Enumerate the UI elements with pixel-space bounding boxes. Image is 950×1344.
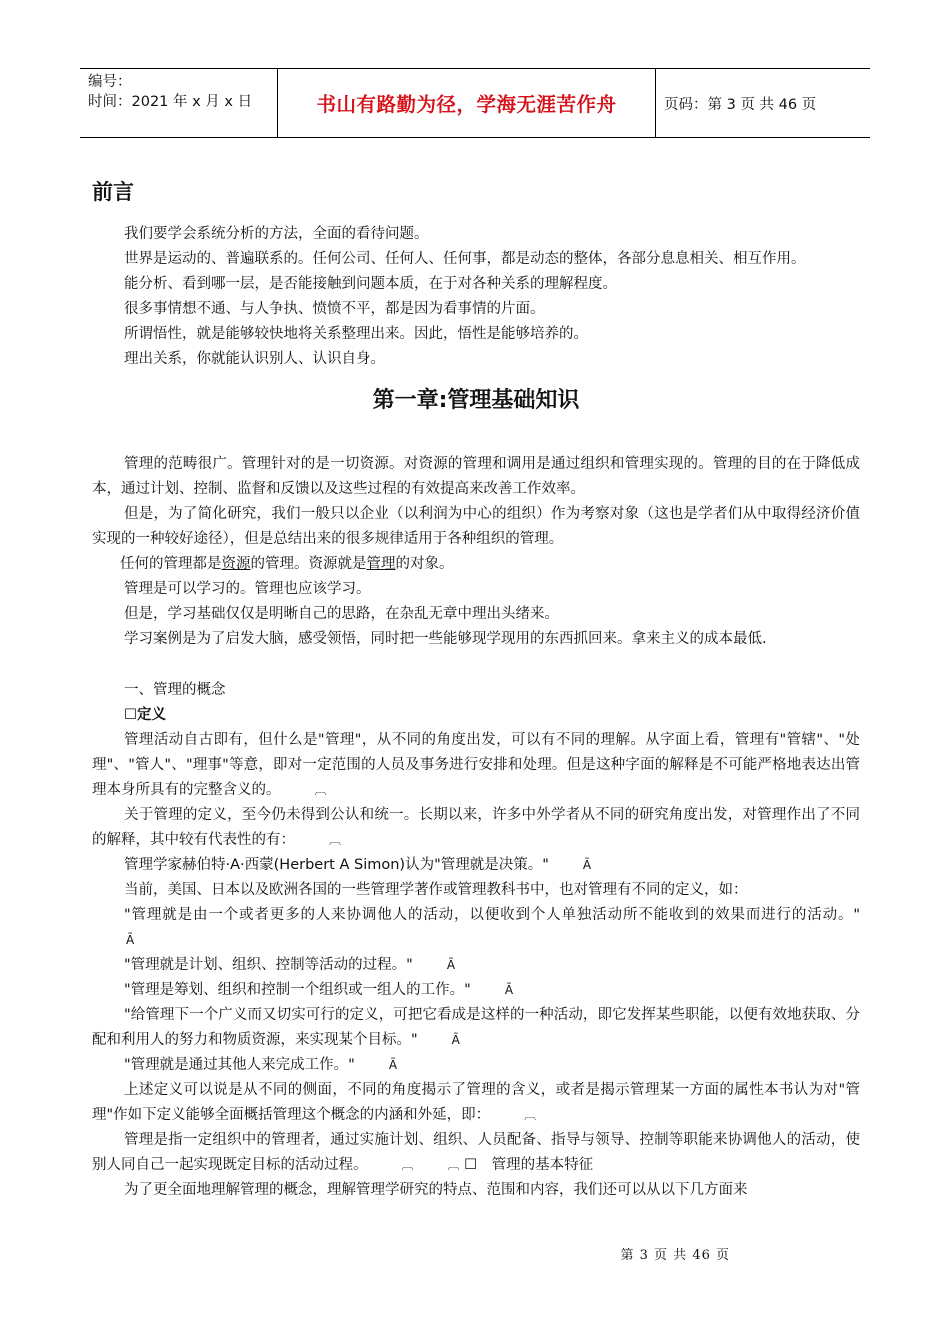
text-run: "管理就是通过其他人来完成工作。" <box>124 1057 355 1073</box>
header-page-info: 页码：第 3 页 共 46 页 <box>664 96 817 113</box>
preface-paragraph: 很多事情想不通、与人争执、愤愤不平，都是因为看事情的片面。 <box>124 301 545 317</box>
bracket-mark-icon: ︹ <box>401 1158 414 1172</box>
preface-paragraph: 能分析、看到哪一层，是否能接触到问题本质，在于对各种关系的理解程度。 <box>124 276 617 292</box>
bracket-mark-icon: ︹ <box>314 783 327 797</box>
spacer <box>92 652 860 678</box>
chapter-paragraph: 管理是可以学习的。管理也应该学习。 <box>124 581 371 597</box>
a-mark-icon: Ã <box>388 1058 398 1072</box>
text-run: 上述定义可以说是从不同的侧面，不同的角度揭示了管理的含义，或者是揭示管理某一方面的属性本书认为对"管理"作如下定义能够全面概括管理这个概念的内涵和外延，即： <box>92 1082 860 1123</box>
chapter-paragraph: 学习案例是为了启发大脑，感受领悟，同时把一些能够现学现用的东西抓回来。拿来主义的成本最低. <box>124 631 767 647</box>
doc-number-label: 编号： <box>88 74 132 90</box>
chapter-paragraph: 但是，为了简化研究，我们一般只以企业（以利润为中心的组织）作为考察对象（这也是学者们从中取得经济价值实现的一种较好途径），但是总结出来的很多规律适用于各种组织的管理。 <box>92 506 860 547</box>
document-body <box>92 172 860 1203</box>
definition-paragraph <box>92 953 860 978</box>
text-run: 管理学家赫伯特·A·西蒙(Herbert A Simon)认为"管理就是决策。" <box>124 857 549 873</box>
definition-paragraph <box>92 728 860 803</box>
a-mark-icon: Ã <box>582 858 592 872</box>
definition-paragraph <box>92 803 860 853</box>
a-mark-icon: Ã <box>451 1033 460 1047</box>
text-run: "管理就是由一个或者更多的人来协调他人的活动，以便收到个人单独活动所不能收到的效果而进行的活动。" <box>124 907 860 923</box>
text-run: 任何的管理都是 <box>120 556 222 572</box>
section-heading: 一、管理的概念 <box>124 682 226 698</box>
definition-paragraph <box>92 1078 860 1128</box>
chapter-paragraph-resources <box>92 552 860 577</box>
text-run: "管理就是计划、组织、控制等活动的过程。" <box>124 957 413 973</box>
chapter-paragraph: 但是，学习基础仅仅是明晰自己的思路，在杂乱无章中理出头绪来。 <box>124 606 559 622</box>
text-run: 的对象。 <box>395 556 454 572</box>
preface-paragraph: 理出关系，你就能认识别人、认识自身。 <box>124 351 385 367</box>
preface-paragraph: 所谓悟性，就是能够较快地将关系整理出来。因此，悟性是能够培养的。 <box>124 326 588 342</box>
bracket-mark-icon: ︹ <box>447 1158 460 1172</box>
link-resources[interactable]: 资源 <box>221 556 251 572</box>
preface-title: 前言 <box>92 180 134 204</box>
page-footer: 第 3 页 共 46 页 <box>620 1248 730 1263</box>
text-run: 管理活动自古即有，但什么是"管理"，从不同的角度出发，可以有不同的理解。从字面上看，管理有"管辖"、"处理"、"管人"、"理事"等意，即对一定范围的人员及事务进行安排和处理。但是这种字面的解释是不可能严格地表达出管理本身所具有的完整含义的。 <box>92 732 860 798</box>
definition-paragraph <box>92 978 860 1003</box>
text-run: 的管理。资源就是 <box>250 556 367 572</box>
header-motto: 书山有路勤为径，学海无涯苦作舟 <box>278 69 656 137</box>
definition-label: ☐定义 <box>124 707 166 723</box>
chapter-title: 第一章:管理基础知识 <box>372 388 580 413</box>
link-management[interactable]: 管理 <box>366 556 396 572</box>
text-run: 关于管理的定义，至今仍未得到公认和统一。长期以来，许多中外学者从不同的研究角度出发，对管理作出了不同的解释，其中较有代表性的有： <box>92 807 860 848</box>
definition-paragraph: 当前，美国、日本以及欧洲各国的一些管理学著作或管理教科书中，也对管理有不同的定义，如： <box>124 882 748 898</box>
definition-paragraph <box>92 1053 860 1078</box>
bracket-mark-icon: ︹ <box>329 833 342 847</box>
preface-paragraph: 世界是运动的、普遍联系的。任何公司、任何人、任何事，都是动态的整体，各部分息息相关、相互作用。 <box>124 251 806 267</box>
subsection-heading: ☐ 管理的基本特征 <box>464 1157 594 1173</box>
a-mark-icon: Ã <box>446 958 456 972</box>
definition-paragraph: 为了更全面地理解管理的概念，理解管理学研究的特点、范围和内容，我们还可以从以下几方面来 <box>124 1182 748 1198</box>
definition-paragraph <box>92 1128 860 1178</box>
a-mark-icon: Ã <box>504 983 514 997</box>
preface-paragraph: 我们要学会系统分析的方法，全面的看待问题。 <box>124 226 429 242</box>
a-mark-icon: Ã <box>126 933 135 947</box>
text-run: "管理是筹划、组织和控制一个组织或一组人的工作。" <box>124 982 471 998</box>
definition-paragraph <box>92 1003 860 1053</box>
text-run: "给管理下一个广义而又切实可行的定义，可把它看成是这样的一种活动，即它发挥某些职能，以便有效地获取、分配和利用人的努力和物质资源，来实现某个目标。" <box>92 1007 860 1048</box>
definition-paragraph <box>92 853 860 878</box>
doc-date: 时间：2021 年 x 月 x 日 <box>88 94 253 110</box>
chapter-paragraph: 管理的范畴很广。管理针对的是一切资源。对资源的管理和调用是通过组织和管理实现的。管理的目的在于降低成本，通过计划、控制、监督和反馈以及这些过程的有效提高来改善工作效率。 <box>92 456 860 497</box>
definition-paragraph <box>92 903 860 953</box>
text-run: 管理是指一定组织中的管理者，通过实施计划、组织、人员配备、指导与领导、控制等职能来协调他人的活动，使别人同自己一起实现既定目标的活动过程。 <box>92 1132 860 1173</box>
bracket-mark-icon: ︹ <box>524 1108 537 1122</box>
header-meta <box>80 69 278 137</box>
page-header <box>80 68 870 138</box>
